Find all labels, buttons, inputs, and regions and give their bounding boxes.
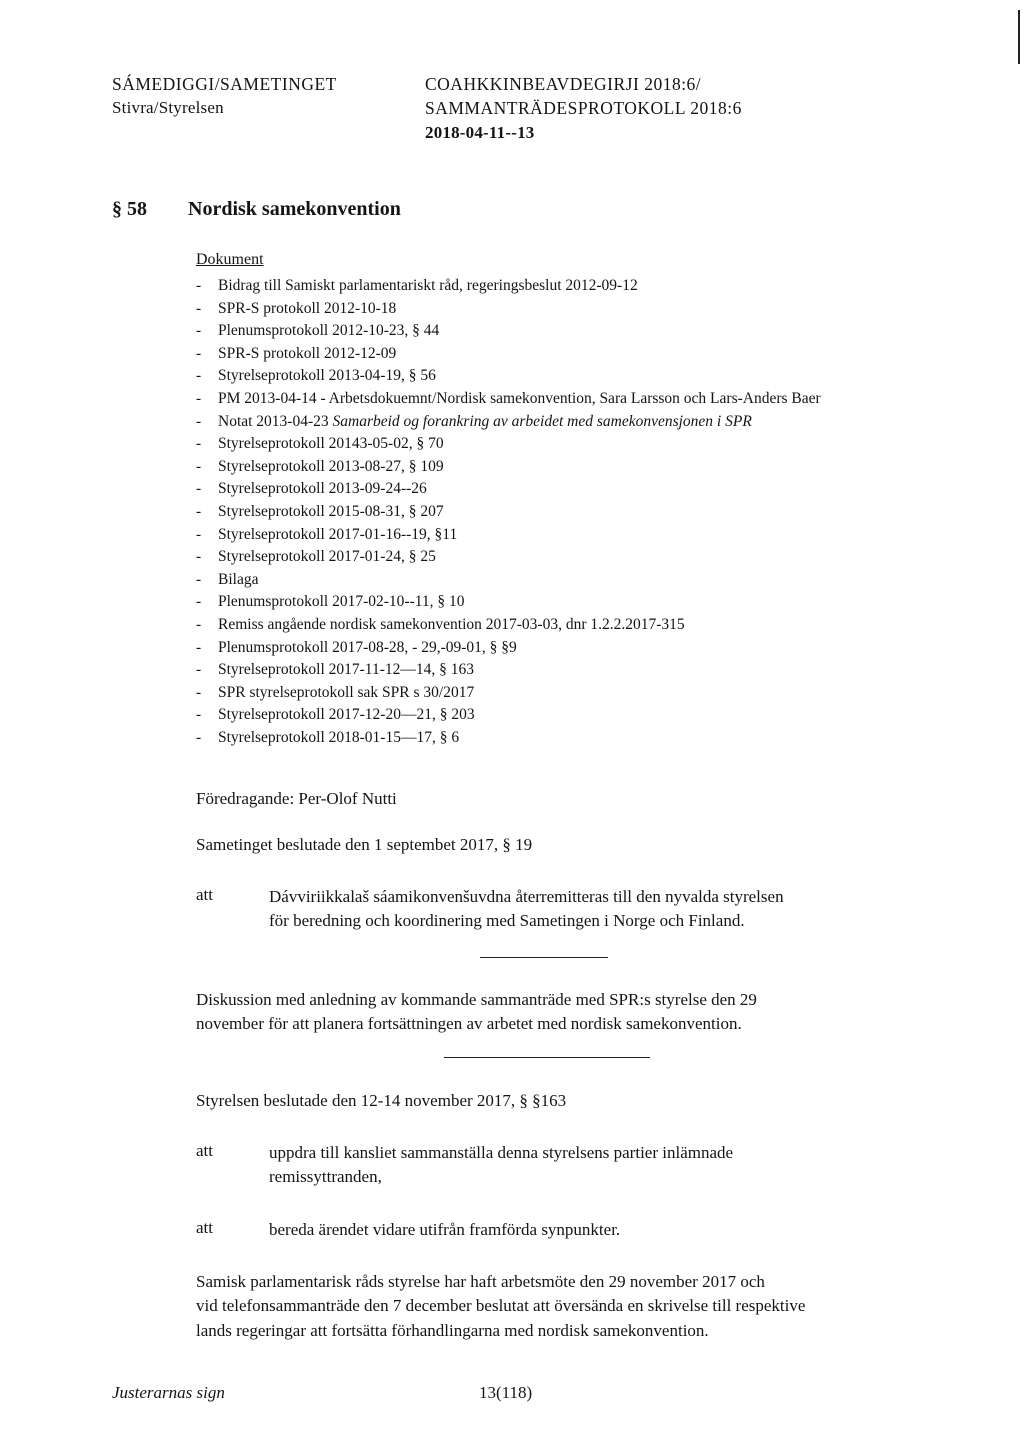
- att-label: att: [196, 885, 213, 904]
- list-item: - Notat 2013-04-23 Samarbeid og forankring av arbeidet med samekonvensjonen i SPR: [196, 412, 752, 430]
- discussion-text: Diskussion med anledning av kommande sammanträde med SPR:s styrelse den 29: [196, 990, 757, 1009]
- protocol-title: COAHKKINBEAVDEGIRJI 2018:6/: [425, 74, 702, 94]
- list-item: - Styrelseprotokoll 2013-08-27, § 109: [196, 457, 444, 475]
- presenter: Föredragande: Per-Olof Nutti: [196, 789, 397, 808]
- list-item: - SPR-S protokoll 2012-12-09: [196, 344, 397, 362]
- att-label: att: [196, 1141, 213, 1160]
- list-item: - Styrelseprotokoll 2013-04-19, § 56: [196, 367, 436, 385]
- section-title: Nordisk samekonvention: [188, 198, 401, 220]
- list-item: - SPR-S protokoll 2012-10-18: [196, 299, 397, 317]
- documents-list: [196, 275, 821, 749]
- org-name: SÁMEDIGGI/SAMETINGET: [112, 74, 337, 94]
- closing-text: lands regeringar att fortsätta förhandlingarna med nordisk samekonvention.: [196, 1321, 709, 1340]
- section-heading: [112, 198, 401, 221]
- list-item: - Styrelseprotokoll 2017-01-24, § 25: [196, 548, 436, 566]
- list-item: - Styrelseprotokoll 2017-01-16--19, §11: [196, 525, 458, 543]
- list-item: - Styrelseprotokoll 2015-08-31, § 207: [196, 502, 444, 520]
- protocol-subtitle: SAMMANTRÄDESPROTOKOLL 2018:6: [425, 98, 742, 118]
- separator-line: [444, 1057, 650, 1058]
- page-number: 13(118): [479, 1383, 533, 1402]
- closing-text: Samisk parlamentarisk råds styrelse har haft arbetsmöte den 29 november 2017 och: [196, 1272, 765, 1291]
- decision-text: Dávviriikkalaš sáamikonvenšuvdna återremitteras till den nyvalda styrelsen: [269, 887, 784, 906]
- protocol-date: 2018-04-11--13: [425, 123, 535, 142]
- list-item: - Plenumsprotokoll 2017-02-10--11, § 10: [196, 593, 465, 611]
- signature-label: Justerarnas sign: [112, 1383, 225, 1402]
- org-unit: Stivra/Styrelsen: [112, 98, 224, 117]
- decision-heading: Sametinget beslutade den 1 septembet 2017, § 19: [196, 835, 533, 854]
- decision-text: för beredning och koordinering med Sametingen i Norge och Finland.: [269, 911, 745, 930]
- page-edge-mark: [1018, 10, 1020, 64]
- closing-text: vid telefonsammanträde den 7 december beslutat att översända en skrivelse till respektive: [196, 1296, 806, 1315]
- decision-heading: Styrelsen beslutade den 12-14 november 2017, § §163: [196, 1091, 567, 1110]
- list-item: - Bilaga: [196, 570, 259, 588]
- decision-text: bereda ärendet vidare utifrån framförda synpunkter.: [269, 1220, 621, 1239]
- att-label: att: [196, 1218, 213, 1237]
- list-item: - Plenumsprotokoll 2017-08-28, - 29,-09-01, § §9: [196, 638, 517, 656]
- list-item: - Styrelseprotokoll 2017-11-12—14, § 163: [196, 661, 475, 679]
- list-item: - Styrelseprotokoll 2018-01-15—17, § 6: [196, 728, 460, 746]
- list-item: - Styrelseprotokoll 2013-09-24--26: [196, 480, 427, 498]
- list-item: - SPR styrelseprotokoll sak SPR s 30/2017: [196, 683, 475, 701]
- decision-text: remissyttranden,: [269, 1167, 382, 1186]
- separator-line: [480, 957, 608, 958]
- list-item: - Remiss angående nordisk samekonvention 2017-03-03, dnr 1.2.2.2017-315: [196, 615, 685, 633]
- list-item: - Bidrag till Samiskt parlamentariskt råd, regeringsbeslut 2012-09-12: [196, 277, 638, 294]
- discussion-text: november för att planera fortsättningen av arbetet med nordisk samekonvention.: [196, 1014, 742, 1033]
- list-item: - PM 2013-04-14 - Arbetsdokuemnt/Nordisk samekonvention, Sara Larsson och Lars-Anders Baer: [196, 389, 821, 407]
- decision-text: uppdra till kansliet sammanställa denna styrelsens partier inlämnade: [269, 1143, 734, 1162]
- italic-title: Samarbeid og forankring av arbeidet med samekonvensjonen i SPR: [332, 412, 752, 430]
- list-item: - Plenumsprotokoll 2012-10-23, § 44: [196, 322, 440, 340]
- documents-heading: Dokument: [196, 251, 264, 268]
- list-item: - Styrelseprotokoll 20143-05-02, § 70: [196, 435, 444, 453]
- section-number: § 58: [112, 198, 147, 220]
- list-item: - Styrelseprotokoll 2017-12-20—21, § 203: [196, 706, 475, 724]
